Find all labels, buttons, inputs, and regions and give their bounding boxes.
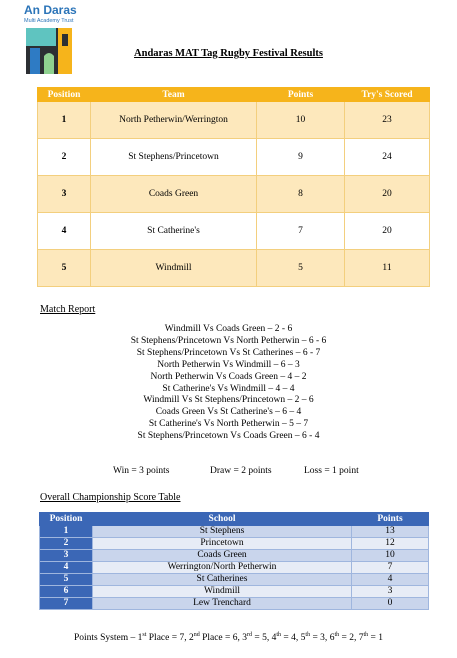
table-row (40, 562, 429, 574)
champ-points: 10 (352, 550, 429, 562)
champ-school: Coads Green (93, 550, 352, 562)
table-row (38, 176, 430, 213)
footer-ordinal: th (276, 632, 282, 638)
results-header-team: Team (91, 88, 257, 102)
win-points: Win = 3 points (113, 466, 170, 476)
table-row (40, 586, 429, 598)
results-table (37, 87, 430, 287)
footer-ordinal: nd (193, 632, 200, 638)
table-row (40, 538, 429, 550)
footer-place-value: Place = 7, (146, 633, 189, 644)
result-position: 1 (38, 102, 91, 139)
results-header-tries: Try's Scored (345, 88, 430, 102)
champ-school: St Catherines (93, 574, 352, 586)
table-row (38, 139, 430, 176)
match-line: St Stephens/Princetown Vs North Petherwin – 6 - 6 (130, 335, 327, 346)
results-header-position: Position (38, 88, 91, 102)
champ-school: St Stephens (93, 526, 352, 538)
result-tries: 24 (345, 139, 430, 176)
champ-points: 13 (352, 526, 429, 538)
footer-place-number: 3 (242, 633, 248, 644)
champ-points: 0 (352, 598, 429, 610)
champ-position: 7 (40, 598, 93, 610)
champ-points: 3 (352, 586, 429, 598)
champ-school: Princetown (93, 538, 352, 550)
footer-place-value: = 3, (310, 633, 330, 644)
result-position: 3 (38, 176, 91, 213)
championship-heading: Overall Championship Score Table (40, 492, 181, 503)
result-position: 4 (38, 213, 91, 250)
results-header-points: Points (257, 88, 345, 102)
logo (24, 4, 84, 74)
draw-points: Draw = 2 points (210, 466, 272, 476)
footer-place-number: 5 (300, 633, 306, 644)
result-points: 5 (257, 250, 345, 287)
result-points: 10 (257, 102, 345, 139)
footer-place-value: = 1 (368, 633, 383, 644)
table-row (38, 213, 430, 250)
result-position: 2 (38, 139, 91, 176)
footer-place-value: Place = 6, (199, 633, 243, 644)
loss-points: Loss = 1 point (304, 466, 359, 476)
footer-place-number: 6 (329, 633, 335, 644)
championship-header-row (40, 513, 429, 526)
match-line: North Petherwin Vs Windmill – 6 – 3 (157, 359, 300, 370)
result-points: 7 (257, 213, 345, 250)
results-header-row (38, 88, 430, 102)
table-row (40, 550, 429, 562)
footer-ordinal: th (305, 632, 311, 638)
result-team: Windmill (91, 250, 257, 287)
table-row (40, 574, 429, 586)
result-tries: 11 (345, 250, 430, 287)
match-line: North Petherwin Vs Coads Green – 4 – 2 (150, 371, 307, 382)
footer-place-value: = 2, (339, 633, 359, 644)
table-row (40, 598, 429, 610)
champ-points: 12 (352, 538, 429, 550)
logo-name: An Daras (24, 3, 77, 17)
table-row (40, 526, 429, 538)
result-team: Coads Green (91, 176, 257, 213)
match-line: Windmill Vs Coads Green – 2 - 6 (164, 324, 293, 334)
footer-place-number: 1 (137, 633, 143, 644)
result-team: St Stephens/Princetown (91, 139, 257, 176)
points-system-footer (0, 632, 457, 643)
match-line: St Stephens/Princetown Vs Coads Green – 6 - 4 (137, 431, 320, 442)
champ-position: 4 (40, 562, 93, 574)
championship-header-school: School (93, 513, 352, 526)
champ-position: 6 (40, 586, 93, 598)
match-line: St Catherine's Vs Windmill – 4 – 4 (162, 383, 295, 394)
result-points: 8 (257, 176, 345, 213)
champ-position: 1 (40, 526, 93, 538)
match-report-heading: Match Report (40, 304, 96, 315)
footer-place-number: 4 (271, 633, 277, 644)
championship-header-position: Position (40, 513, 93, 526)
champ-position: 2 (40, 538, 93, 550)
footer-ordinal: rd (247, 632, 253, 638)
footer-place-value: = 5, (252, 633, 272, 644)
footer-place-value: = 4, (281, 633, 301, 644)
match-line: Coads Green Vs St Catherine's – 6 – 4 (155, 407, 302, 418)
footer-ordinal: st (142, 632, 147, 638)
champ-position: 3 (40, 550, 93, 562)
table-row (38, 250, 430, 287)
championship-table (39, 512, 429, 610)
result-tries: 23 (345, 102, 430, 139)
result-team: St Catherine's (91, 213, 257, 250)
result-points: 9 (257, 139, 345, 176)
champ-school: Windmill (93, 586, 352, 598)
match-report (0, 324, 457, 443)
footer-place-number: 2 (188, 633, 194, 644)
footer-prefix: Points System – (74, 633, 138, 644)
result-team: North Petherwin/Werrington (91, 102, 257, 139)
footer-place-number: 7 (358, 633, 364, 644)
match-line: Windmill Vs St Stephens/Princetown – 2 – 6 (143, 395, 314, 406)
footer-ordinal: th (363, 632, 369, 638)
champ-school: Werrington/North Petherwin (93, 562, 352, 574)
match-line: St Stephens/Princetown Vs St Catherines – 6 - 7 (136, 347, 321, 358)
champ-points: 7 (352, 562, 429, 574)
result-position: 5 (38, 250, 91, 287)
footer-ordinal: th (334, 632, 340, 638)
match-line: St Catherine's Vs North Petherwin – 5 – 7 (148, 419, 309, 430)
table-row (38, 102, 430, 139)
champ-points: 4 (352, 574, 429, 586)
result-tries: 20 (345, 176, 430, 213)
result-tries: 20 (345, 213, 430, 250)
championship-header-points: Points (352, 513, 429, 526)
champ-position: 5 (40, 574, 93, 586)
champ-school: Lew Trenchard (93, 598, 352, 610)
page-title: Andaras MAT Tag Rugby Festival Results (134, 48, 323, 59)
logo-subtitle: Multi Academy Trust (24, 18, 74, 24)
